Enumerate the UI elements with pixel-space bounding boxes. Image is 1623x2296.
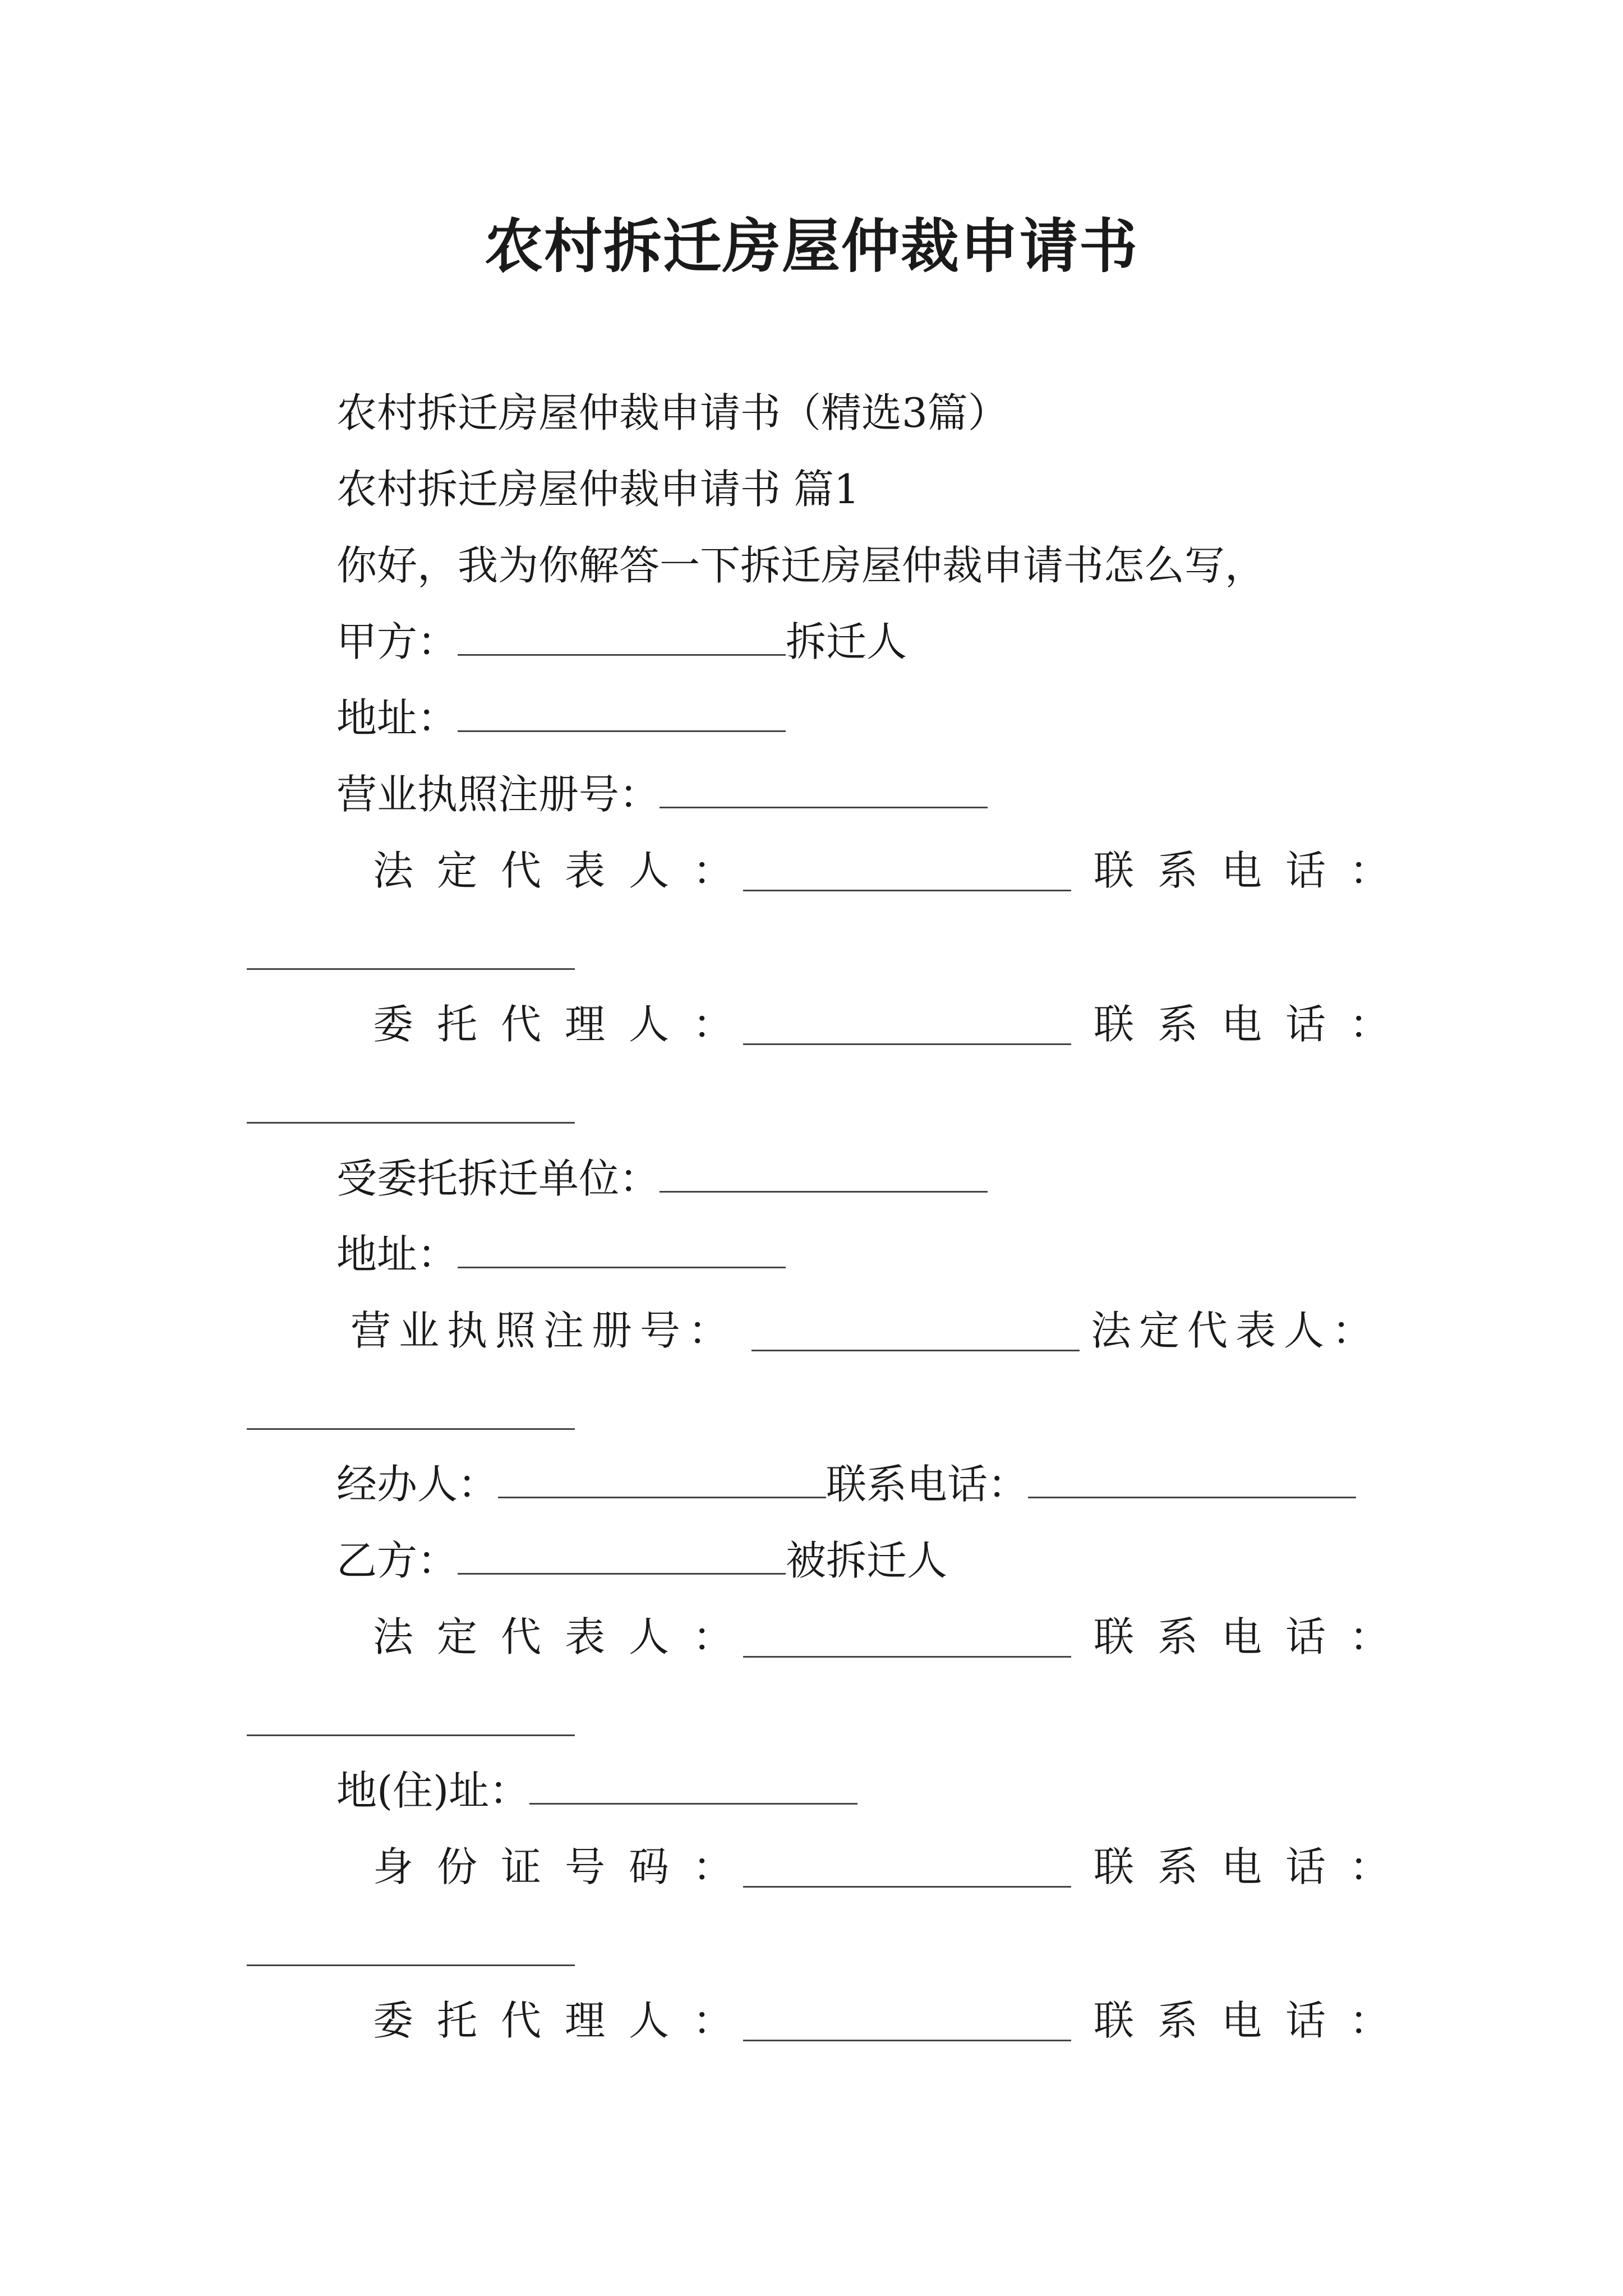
- legal-rep-3-field[interactable]: [743, 1656, 1071, 1658]
- phone-1-field[interactable]: [247, 968, 575, 970]
- handler-phone-label: 联系电话：: [826, 1461, 1029, 1508]
- handler-label: 经办人：: [336, 1461, 499, 1508]
- residence-field[interactable]: [529, 1769, 857, 1805]
- agent-1-field[interactable]: [743, 1043, 1071, 1045]
- chapter-heading: 农村拆迁房屋仲裁申请书 篇1: [336, 466, 860, 513]
- address-2-line: [336, 1228, 786, 1280]
- id-number-field[interactable]: [743, 1886, 1071, 1888]
- phone-5-label: 联系电话：: [1094, 1997, 1414, 2044]
- commissioned-unit-label: 受委托拆迁单位：: [336, 1155, 660, 1202]
- address-1-line: [336, 692, 786, 744]
- commissioned-unit-field[interactable]: [660, 1157, 988, 1193]
- agent-2-field[interactable]: [743, 2040, 1071, 2041]
- agent-2-label: 委托代理人：: [373, 1997, 757, 2044]
- license-1-line: [336, 769, 988, 820]
- handler-phone-field[interactable]: [1028, 1463, 1356, 1498]
- intro-title: 农村拆迁房屋仲裁申请书（精选3篇）: [336, 389, 1008, 436]
- phone-2-label: 联系电话：: [1094, 1001, 1414, 1048]
- license-2-label: 营业执照注册号：: [351, 1307, 737, 1354]
- party-a-field[interactable]: [458, 620, 786, 656]
- phone-1-label: 联系电话：: [1094, 847, 1414, 894]
- license-1-label: 营业执照注册号：: [336, 771, 660, 818]
- address-2-label: 地址：: [336, 1231, 458, 1278]
- agent-1-label: 委托代理人：: [373, 1001, 757, 1048]
- party-b-suffix: 被拆迁人: [786, 1537, 948, 1584]
- party-b-line: [336, 1535, 947, 1586]
- legal-rep-1-field[interactable]: [743, 890, 1071, 891]
- license-2-field[interactable]: [751, 1350, 1080, 1351]
- phone-3-label: 联系电话：: [1094, 1613, 1414, 1660]
- legal-rep-2-label: 法定代表人：: [1091, 1307, 1381, 1354]
- commissioned-unit-line: [336, 1153, 988, 1204]
- greeting-text: 你好，我为你解答一下拆迁房屋仲裁申请书怎么写，: [336, 542, 1266, 589]
- party-b-field[interactable]: [458, 1539, 786, 1575]
- phone-3-field[interactable]: [247, 1734, 575, 1736]
- party-a-suffix: 拆迁人: [786, 618, 907, 665]
- license-1-field[interactable]: [660, 773, 988, 808]
- document-title: 农村拆迁房屋仲裁申请书: [484, 211, 1138, 280]
- address-1-label: 地址：: [336, 694, 458, 742]
- handler-field[interactable]: [498, 1463, 826, 1498]
- phone-4-field[interactable]: [247, 1964, 575, 1966]
- address-2-field[interactable]: [458, 1233, 786, 1268]
- handler-line: [336, 1458, 1356, 1510]
- legal-rep-3-label: 法定代表人：: [373, 1613, 757, 1660]
- party-a-label: 甲方：: [336, 618, 458, 665]
- residence-line: [336, 1765, 857, 1816]
- party-b-label: 乙方：: [336, 1537, 458, 1584]
- id-number-label: 身份证号码：: [373, 1843, 757, 1890]
- residence-label: 地(住)址：: [336, 1767, 530, 1814]
- legal-rep-2-field[interactable]: [247, 1428, 575, 1430]
- legal-rep-1-label: 法定代表人：: [373, 847, 757, 894]
- phone-4-label: 联系电话：: [1094, 1843, 1414, 1890]
- address-1-field[interactable]: [458, 697, 786, 732]
- phone-2-field[interactable]: [247, 1122, 575, 1124]
- party-a-line: [336, 616, 907, 668]
